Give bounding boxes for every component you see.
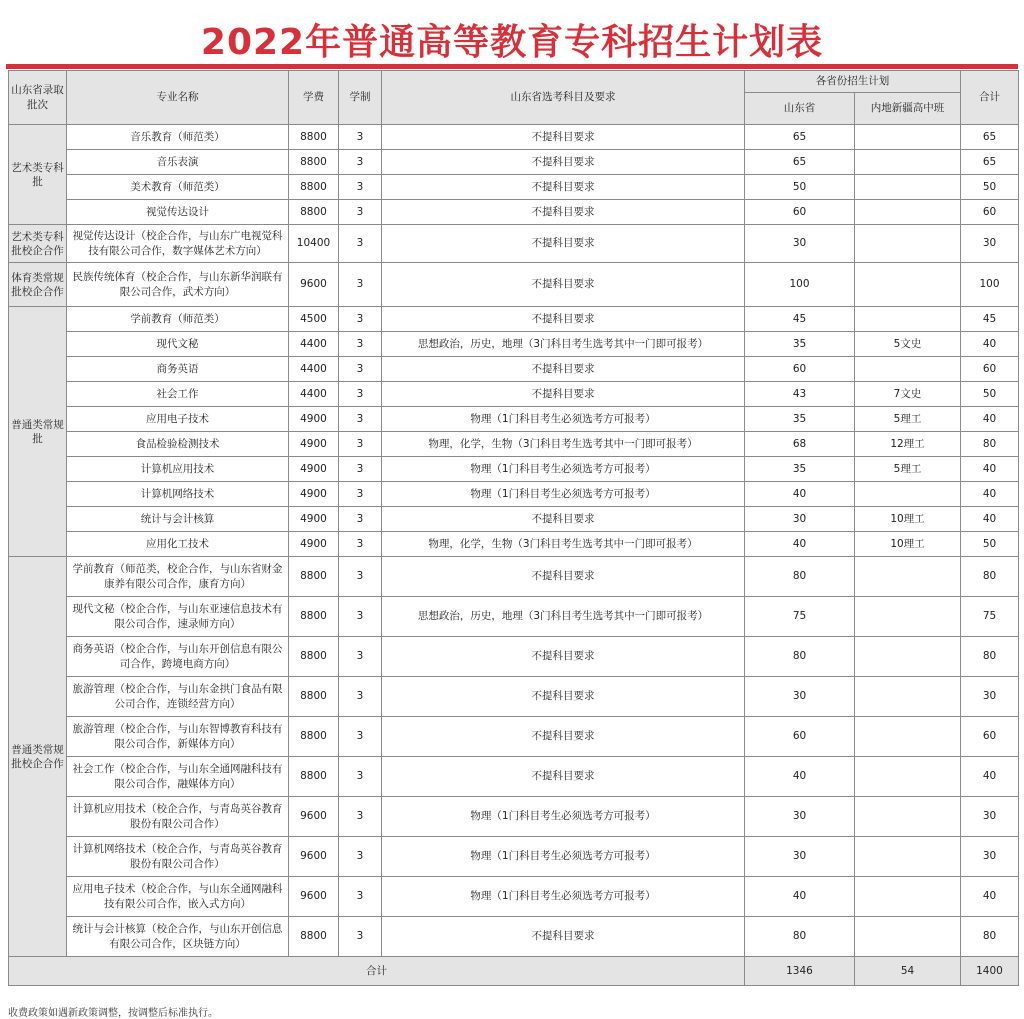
subjects-cell: 不提科目要求: [382, 917, 745, 957]
table-row: [9, 637, 1019, 677]
row-total-cell: 65: [961, 125, 1019, 150]
shandong-count-cell: 35: [745, 332, 855, 357]
fee-cell: 8800: [289, 175, 339, 200]
subjects-cell: 不提科目要求: [382, 200, 745, 225]
major-cell: 社会工作（校企合作，与山东全通网融科技有限公司合作，融媒体方向）: [67, 757, 289, 797]
table-row: [9, 307, 1019, 332]
years-cell: 3: [339, 677, 382, 717]
row-total-cell: 60: [961, 200, 1019, 225]
table-body: [9, 125, 1019, 986]
years-cell: 3: [339, 482, 382, 507]
major-cell: 现代文秘（校企合作，与山东亚速信息技术有限公司合作，速录师方向）: [67, 597, 289, 637]
table-row: [9, 150, 1019, 175]
fee-cell: 8800: [289, 597, 339, 637]
row-total-cell: 40: [961, 457, 1019, 482]
xinjiang-count-cell: 7文史: [855, 382, 961, 407]
years-cell: 3: [339, 150, 382, 175]
years-cell: 3: [339, 757, 382, 797]
shandong-count-cell: 30: [745, 797, 855, 837]
years-cell: 3: [339, 507, 382, 532]
row-total-cell: 80: [961, 557, 1019, 597]
subjects-cell: 不提科目要求: [382, 507, 745, 532]
subjects-cell: 物理（1门科目考生必须选考方可报考）: [382, 877, 745, 917]
major-cell: 食品检验检测技术: [67, 432, 289, 457]
shandong-count-cell: 30: [745, 677, 855, 717]
fee-cell: 4900: [289, 407, 339, 432]
table-row: [9, 332, 1019, 357]
shandong-count-cell: 35: [745, 407, 855, 432]
years-cell: 3: [339, 717, 382, 757]
fee-cell: 4900: [289, 432, 339, 457]
page-title: 2022年普通高等教育专科招生计划表: [200, 22, 824, 63]
subjects-cell: 不提科目要求: [382, 307, 745, 332]
shandong-count-cell: 65: [745, 150, 855, 175]
row-total-cell: 45: [961, 307, 1019, 332]
header-years: 学制: [339, 71, 382, 125]
table-row: [9, 457, 1019, 482]
years-cell: 3: [339, 357, 382, 382]
subjects-cell: 不提科目要求: [382, 357, 745, 382]
major-cell: 计算机应用技术（校企合作，与青岛英谷教育股份有限公司合作）: [67, 797, 289, 837]
subjects-cell: 物理（1门科目考生必须选考方可报考）: [382, 482, 745, 507]
table-row: [9, 677, 1019, 717]
years-cell: 3: [339, 432, 382, 457]
table-row: [9, 432, 1019, 457]
xinjiang-count-cell: [855, 263, 961, 307]
major-cell: 应用化工技术: [67, 532, 289, 557]
fee-cell: 4500: [289, 307, 339, 332]
row-total-cell: 80: [961, 432, 1019, 457]
table-row: [9, 263, 1019, 307]
xinjiang-count-cell: 5文史: [855, 332, 961, 357]
fee-cell: 4900: [289, 457, 339, 482]
fee-cell: 9600: [289, 877, 339, 917]
shandong-count-cell: 80: [745, 557, 855, 597]
shandong-count-cell: 65: [745, 125, 855, 150]
batch-cell: 艺术类专科批: [9, 125, 67, 225]
xinjiang-count-cell: [855, 917, 961, 957]
major-cell: 统计与会计核算（校企合作，与山东开创信息有限公司合作，区块链方向）: [67, 917, 289, 957]
table-row: [9, 200, 1019, 225]
shandong-count-cell: 45: [745, 307, 855, 332]
years-cell: 3: [339, 407, 382, 432]
fee-cell: 8800: [289, 917, 339, 957]
shandong-count-cell: 80: [745, 637, 855, 677]
shandong-count-cell: 40: [745, 532, 855, 557]
years-cell: 3: [339, 332, 382, 357]
header-shandong: 山东省: [745, 93, 855, 125]
xinjiang-count-cell: [855, 357, 961, 382]
xinjiang-count-cell: [855, 717, 961, 757]
years-cell: 3: [339, 917, 382, 957]
subjects-cell: 不提科目要求: [382, 677, 745, 717]
major-cell: 应用电子技术（校企合作，与山东全通网融科技有限公司合作，嵌入式方向）: [67, 877, 289, 917]
shandong-count-cell: 60: [745, 200, 855, 225]
table-row: [9, 532, 1019, 557]
years-cell: 3: [339, 557, 382, 597]
xinjiang-count-cell: [855, 482, 961, 507]
xinjiang-count-cell: 5理工: [855, 457, 961, 482]
fee-cell: 8800: [289, 150, 339, 175]
row-total-cell: 80: [961, 637, 1019, 677]
shandong-count-cell: 68: [745, 432, 855, 457]
major-cell: 应用电子技术: [67, 407, 289, 432]
title-underline: [6, 64, 1018, 69]
xinjiang-count-cell: 12理工: [855, 432, 961, 457]
row-total-cell: 50: [961, 532, 1019, 557]
xinjiang-count-cell: [855, 200, 961, 225]
totals-shandong: 1346: [745, 957, 855, 986]
row-total-cell: 30: [961, 837, 1019, 877]
xinjiang-count-cell: [855, 677, 961, 717]
shandong-count-cell: 60: [745, 717, 855, 757]
subjects-cell: 物理，化学，生物（3门科目考生选考其中一门即可报考）: [382, 432, 745, 457]
xinjiang-count-cell: [855, 557, 961, 597]
row-total-cell: 100: [961, 263, 1019, 307]
table-row: [9, 757, 1019, 797]
header-total: 合计: [961, 71, 1019, 125]
subjects-cell: 不提科目要求: [382, 637, 745, 677]
years-cell: 3: [339, 877, 382, 917]
years-cell: 3: [339, 225, 382, 263]
header-major: 专业名称: [67, 71, 289, 125]
table-row: [9, 837, 1019, 877]
xinjiang-count-cell: [855, 150, 961, 175]
major-cell: 商务英语（校企合作，与山东开创信息有限公司合作，跨境电商方向）: [67, 637, 289, 677]
years-cell: 3: [339, 637, 382, 677]
shandong-count-cell: 100: [745, 263, 855, 307]
major-cell: 美术教育（师范类）: [67, 175, 289, 200]
row-total-cell: 40: [961, 877, 1019, 917]
totals-label: 合计: [9, 957, 745, 986]
row-total-cell: 50: [961, 175, 1019, 200]
xinjiang-count-cell: [855, 757, 961, 797]
xinjiang-count-cell: [855, 637, 961, 677]
header-plan-group: 各省份招生计划: [745, 71, 961, 93]
shandong-count-cell: 40: [745, 482, 855, 507]
major-cell: 旅游管理（校企合作，与山东智博教育科技有限公司合作，新媒体方向）: [67, 717, 289, 757]
years-cell: 3: [339, 597, 382, 637]
table-row: [9, 597, 1019, 637]
fee-cell: 8800: [289, 717, 339, 757]
fee-cell: 9600: [289, 837, 339, 877]
row-total-cell: 40: [961, 757, 1019, 797]
xinjiang-count-cell: [855, 597, 961, 637]
years-cell: 3: [339, 797, 382, 837]
xinjiang-count-cell: [855, 307, 961, 332]
subjects-cell: 思想政治，历史，地理（3门科目考生选考其中一门即可报考）: [382, 332, 745, 357]
shandong-count-cell: 50: [745, 175, 855, 200]
subjects-cell: 不提科目要求: [382, 225, 745, 263]
major-cell: 计算机网络技术（校企合作，与青岛英谷教育股份有限公司合作）: [67, 837, 289, 877]
fee-cell: 9600: [289, 797, 339, 837]
table-row: [9, 175, 1019, 200]
shandong-count-cell: 30: [745, 225, 855, 263]
table-row: [9, 797, 1019, 837]
major-cell: 音乐表演: [67, 150, 289, 175]
subjects-cell: 不提科目要求: [382, 382, 745, 407]
table-row: [9, 125, 1019, 150]
years-cell: 3: [339, 837, 382, 877]
major-cell: 计算机网络技术: [67, 482, 289, 507]
xinjiang-count-cell: [855, 125, 961, 150]
table-row: [9, 717, 1019, 757]
fee-cell: 9600: [289, 263, 339, 307]
row-total-cell: 40: [961, 507, 1019, 532]
major-cell: 旅游管理（校企合作，与山东金拱门食品有限公司合作，连锁经营方向）: [67, 677, 289, 717]
xinjiang-count-cell: [855, 797, 961, 837]
subjects-cell: 不提科目要求: [382, 150, 745, 175]
table-row: [9, 225, 1019, 263]
subjects-cell: 物理（1门科目考生必须选考方可报考）: [382, 407, 745, 432]
batch-cell: 普通类常规批: [9, 307, 67, 557]
table-row: [9, 382, 1019, 407]
xinjiang-count-cell: [855, 175, 961, 200]
row-total-cell: 60: [961, 357, 1019, 382]
subjects-cell: 不提科目要求: [382, 557, 745, 597]
fee-cell: 4400: [289, 357, 339, 382]
major-cell: 视觉传达设计（校企合作，与山东广电视觉科技有限公司合作，数字媒体艺术方向）: [67, 225, 289, 263]
years-cell: 3: [339, 263, 382, 307]
xinjiang-count-cell: 10理工: [855, 507, 961, 532]
fee-cell: 8800: [289, 557, 339, 597]
row-total-cell: 30: [961, 677, 1019, 717]
major-cell: 商务英语: [67, 357, 289, 382]
subjects-cell: 不提科目要求: [382, 125, 745, 150]
shandong-count-cell: 60: [745, 357, 855, 382]
fee-cell: 8800: [289, 757, 339, 797]
subjects-cell: 不提科目要求: [382, 717, 745, 757]
totals-xinjiang: 54: [855, 957, 961, 986]
fee-cell: 4900: [289, 482, 339, 507]
subjects-cell: 不提科目要求: [382, 175, 745, 200]
fee-cell: 4900: [289, 532, 339, 557]
header-xinjiang: 内地新疆高中班: [855, 93, 961, 125]
shandong-count-cell: 35: [745, 457, 855, 482]
major-cell: 现代文秘: [67, 332, 289, 357]
shandong-count-cell: 75: [745, 597, 855, 637]
table-row: [9, 507, 1019, 532]
row-total-cell: 75: [961, 597, 1019, 637]
major-cell: 统计与会计核算: [67, 507, 289, 532]
subjects-cell: 物理（1门科目考生必须选考方可报考）: [382, 797, 745, 837]
years-cell: 3: [339, 175, 382, 200]
table-row: [9, 357, 1019, 382]
header-fee: 学费: [289, 71, 339, 125]
row-total-cell: 40: [961, 407, 1019, 432]
fee-cell: 4400: [289, 332, 339, 357]
xinjiang-count-cell: 5理工: [855, 407, 961, 432]
shandong-count-cell: 30: [745, 837, 855, 877]
shandong-count-cell: 40: [745, 757, 855, 797]
footnote: 收费政策如遇新政策调整，按调整后标准执行。: [8, 1008, 218, 1019]
major-cell: 民族传统体育（校企合作，与山东新华润联有限公司合作，武术方向）: [67, 263, 289, 307]
fee-cell: 8800: [289, 677, 339, 717]
years-cell: 3: [339, 532, 382, 557]
xinjiang-count-cell: [855, 225, 961, 263]
fee-cell: 4900: [289, 507, 339, 532]
years-cell: 3: [339, 457, 382, 482]
fee-cell: 8800: [289, 637, 339, 677]
row-total-cell: 40: [961, 482, 1019, 507]
row-total-cell: 30: [961, 225, 1019, 263]
fee-cell: 10400: [289, 225, 339, 263]
years-cell: 3: [339, 200, 382, 225]
batch-cell: 普通类常规批校企合作: [9, 557, 67, 957]
major-cell: 音乐教育（师范类）: [67, 125, 289, 150]
row-total-cell: 40: [961, 332, 1019, 357]
subjects-cell: 物理（1门科目考生必须选考方可报考）: [382, 837, 745, 877]
subjects-cell: 思想政治，历史，地理（3门科目考生选考其中一门即可报考）: [382, 597, 745, 637]
major-cell: 计算机应用技术: [67, 457, 289, 482]
row-total-cell: 65: [961, 150, 1019, 175]
header-subjects: 山东省选考科目及要求: [382, 71, 745, 125]
row-total-cell: 30: [961, 797, 1019, 837]
fee-cell: 8800: [289, 200, 339, 225]
shandong-count-cell: 30: [745, 507, 855, 532]
major-cell: 视觉传达设计: [67, 200, 289, 225]
table-row: [9, 482, 1019, 507]
row-total-cell: 50: [961, 382, 1019, 407]
totals-row: [9, 957, 1019, 986]
table-row: [9, 407, 1019, 432]
batch-cell: 体育类常规批校企合作: [9, 263, 67, 307]
major-cell: 社会工作: [67, 382, 289, 407]
subjects-cell: 不提科目要求: [382, 263, 745, 307]
shandong-count-cell: 40: [745, 877, 855, 917]
table-row: [9, 877, 1019, 917]
major-cell: 学前教育（师范类）: [67, 307, 289, 332]
enrollment-plan-table: [8, 70, 1019, 986]
fee-cell: 4400: [289, 382, 339, 407]
table-row: [9, 557, 1019, 597]
fee-cell: 8800: [289, 125, 339, 150]
header-batch: 山东省录取批次: [9, 71, 67, 125]
years-cell: 3: [339, 307, 382, 332]
years-cell: 3: [339, 125, 382, 150]
xinjiang-count-cell: 10理工: [855, 532, 961, 557]
shandong-count-cell: 80: [745, 917, 855, 957]
shandong-count-cell: 43: [745, 382, 855, 407]
row-total-cell: 60: [961, 717, 1019, 757]
years-cell: 3: [339, 382, 382, 407]
subjects-cell: 物理，化学，生物（3门科目考生选考其中一门即可报考）: [382, 532, 745, 557]
xinjiang-count-cell: [855, 837, 961, 877]
row-total-cell: 80: [961, 917, 1019, 957]
subjects-cell: 物理（1门科目考生必须选考方可报考）: [382, 457, 745, 482]
major-cell: 学前教育（师范类，校企合作，与山东省财金康养有限公司合作，康育方向）: [67, 557, 289, 597]
batch-cell: 艺术类专科批校企合作: [9, 225, 67, 263]
subjects-cell: 不提科目要求: [382, 757, 745, 797]
xinjiang-count-cell: [855, 877, 961, 917]
table-row: [9, 917, 1019, 957]
totals-grand-total: 1400: [961, 957, 1019, 986]
